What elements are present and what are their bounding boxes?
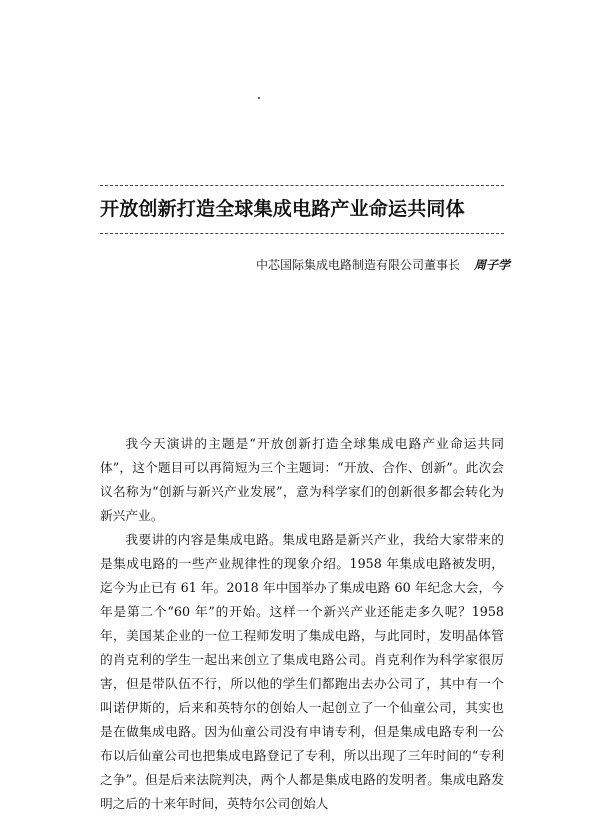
author-name: 周子学 bbox=[473, 258, 510, 272]
paragraph: 我要讲的内容是集成电路。集成电路是新兴产业，我给大家带来的是集成电路的一些产业规律性的现象介绍。1958 年集成电路被发明，迄今为止已有 61 年。2018 年中国举办了集成电路 60 年纪念大会，今年是第二个“60 年”的开始。这样一个新兴产业还能走多久呢？1958 年，美国某企业的一位工程师发明了集成电路，与此同时，发明晶体管的肖克利的学生一起出来创立了集成电路公司。肖克利作为科学家很厉害，但是带队伍不行，所以他的学生们都跑出去办公司了，其中有一个叫诺伊斯的，后来和英特尔的创始人一起创立了一个仙童公司，其实也是在做集成电路。因为仙童公司没有申请专利，但是集成电路专利一公布以后仙童公司也把集成电路登记了专利，所以出现了三年时间的“专利之争”。但是后来法院判决，两个人都是集成电路的发明者。集成电路发明之后的十来年时间，英特尔公司创始人 bbox=[100, 532, 504, 811]
article-title: 开放创新打造全球集成电路产业命运共同体 bbox=[100, 198, 465, 220]
title-rule-top bbox=[100, 185, 504, 186]
title-rule-bottom bbox=[100, 233, 504, 234]
scan-speck bbox=[258, 97, 260, 99]
byline bbox=[256, 256, 510, 274]
paragraph: 我今天演讲的主题是“开放创新打造全球集成电路产业命运共同体”，这个题目可以再简短为三个主题词：“开放、合作、创新”。此次会议名称为“创新与新兴产业发展”，意为科学家们的创新很多都会转化为新兴产业。 bbox=[100, 436, 504, 523]
article-body bbox=[100, 432, 504, 816]
author-affiliation: 中芯国际集成电路制造有限公司董事长 bbox=[255, 258, 460, 272]
